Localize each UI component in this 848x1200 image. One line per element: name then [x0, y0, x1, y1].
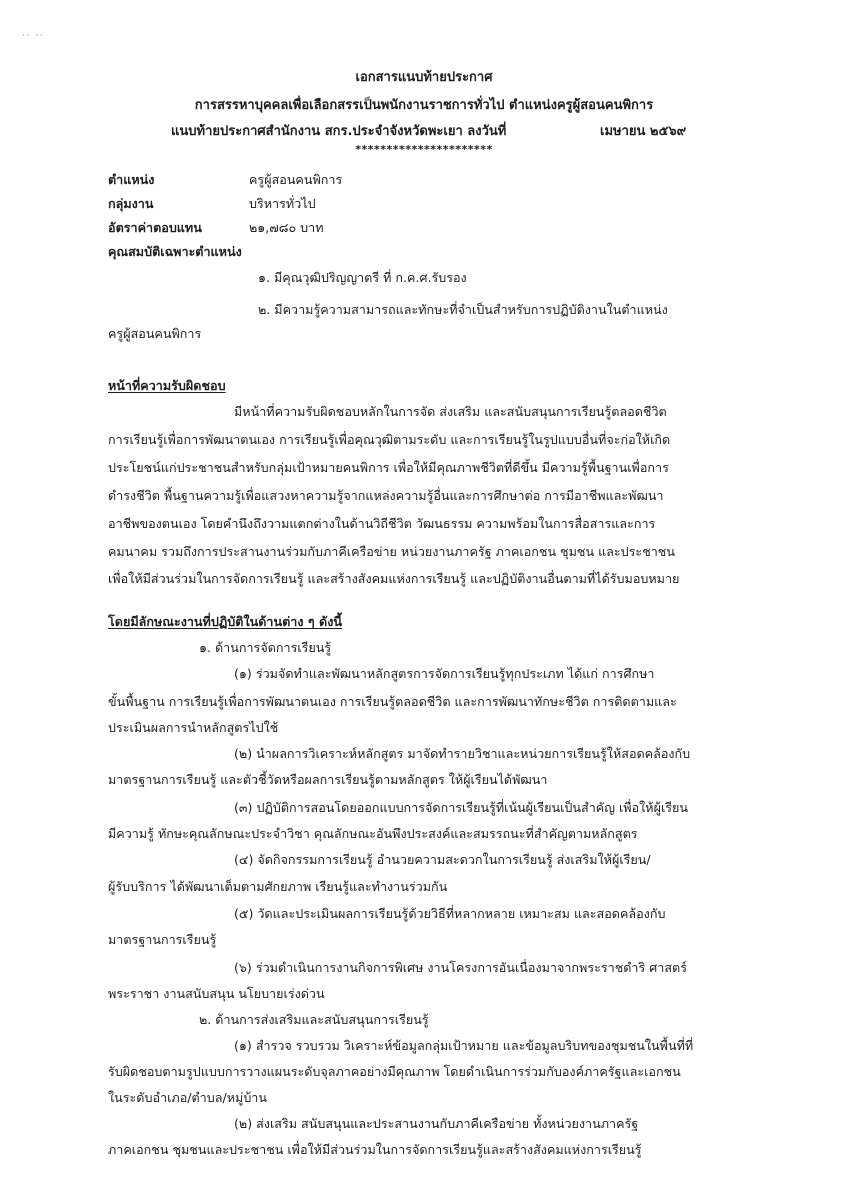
group-label: กลุ่มงาน [108, 196, 154, 211]
task-item-cont: ภาคเอกชน ชุมชนและประชาชน เพื่อให้มีส่วนร่วมในการจัดการเรียนรู้และสร้างสังคมแห่งการเรียนรู้ [108, 1142, 642, 1157]
duties-line: คมนาคม รวมถึงการประสานงานร่วมกับภาคีเครือข่าย หน่วยงานภาครัฐ ภาคเอกชน ชุมชน และประชาชน [108, 544, 675, 559]
header-announcement: แนบท้ายประกาศสำนักงาน สกร.ประจำจังหวัดพะเยา ลงวันที่ [171, 124, 507, 139]
task-item-cont: ขั้นพื้นฐาน การเรียนรู้เพื่อการพัฒนาตนเอง การเรียนรู้ตลอดชีวิต และการพัฒนาทักษะชีวิต การติดตามและ [108, 694, 677, 709]
position-label: ตำแหน่ง [108, 172, 155, 187]
duties-line: มีหน้าที่ความรับผิดชอบหลักในการจัด ส่งเสริม และสนับสนุนการเรียนรู้ตลอดชีวิต [234, 404, 667, 419]
task-item: (๒) นำผลการวิเคราะห์หลักสูตร มาจัดทำรายวิชาและหน่วยการเรียนรู้ให้สอดคล้องกับ [234, 746, 691, 761]
duties-heading: หน้าที่ความรับผิดชอบ [108, 378, 226, 393]
scan-corner-mark: ‘’ ’’ [22, 33, 45, 42]
task-item-cont: ในระดับอำเภอ/ตำบล/หมู่บ้าน [108, 1090, 267, 1105]
task-item-cont: มีความรู้ ทักษะคุณลักษณะประจำวิชา คุณลักษณะอันพึงประสงค์และสมรรถนะที่สำคัญตามหลักสูตร [108, 826, 638, 841]
salary-value: ๒๑,๗๘๐ บาท [249, 220, 324, 235]
qualification-item-cont: ครูผู้สอนคนพิการ [108, 326, 202, 341]
qualification-heading: คุณสมบัติเฉพาะตำแหน่ง [108, 244, 242, 259]
salary-label: อัตราค่าตอบแทน [108, 220, 202, 235]
task-item: (๑) สำรวจ รวบรวม วิเคราะห์ข้อมูลกลุ่มเป้าหมาย และข้อมูลบริบทของชุมชนในพื้นที่ที่ [234, 1038, 694, 1053]
task-item: (๑) ร่วมจัดทำและพัฒนาหลักสูตรการจัดการเรียนรู้ทุกประเภท ได้แก่ การศึกษา [234, 666, 655, 681]
task-item-cont: ประเมินผลการนำหลักสูตรไปใช้ [108, 720, 279, 735]
task-item-cont: รับผิดชอบตามรูปแบบการวางแผนระดับจุลภาคอย่างมีคุณภาพ โดยดำเนินการร่วมกับองค์ภาครัฐและเอกชน [108, 1064, 681, 1079]
duties-line: เพื่อให้มีส่วนร่วมในการจัดการเรียนรู้ และสร้างสังคมแห่งการเรียนรู้ และปฏิบัติงานอื่นตามที่ได้รับมอบหมาย [108, 571, 680, 586]
task-item: (๒) ส่งเสริม สนับสนุนและประสานงานกับภาคีเครือข่าย ทั้งหน่วยงานภาครัฐ [234, 1116, 639, 1131]
tasks-heading: โดยมีลักษณะงานที่ปฏิบัติในด้านต่าง ๆ ดังนี้ [108, 614, 342, 629]
duties-line: การเรียนรู้เพื่อการพัฒนาตนเอง การเรียนรู้เพื่อคุณวุฒิตามระดับ และการเรียนรู้ในรูปแบบอื่นที่จะก่อให้เกิด [108, 432, 671, 447]
task-area-title: ๒. ด้านการส่งเสริมและสนับสนุนการเรียนรู้ [199, 1012, 429, 1027]
qualification-item: ๑. มีคุณวุฒิปริญญาตรี ที่ ก.ค.ศ.รับรอง [258, 270, 467, 285]
duties-line: ประโยชน์แก่ประชาชนสำหรับกลุ่มเป้าหมายคนพิการ เพื่อให้มีคุณภาพชีวิตที่ดีขึ้น มีความรู้พื้นฐานเพื่อการ [108, 460, 669, 475]
task-item: (๖) ร่วมดำเนินการงานกิจการพิเศษ งานโครงการอันเนื่องมาจากพระราชดำริ ศาสตร์ [234, 960, 687, 975]
task-item-cont: มาตรฐานการเรียนรู้ [108, 932, 217, 947]
task-area-title: ๑. ด้านการจัดการเรียนรู้ [199, 640, 332, 655]
task-item: (๔) จัดกิจกรรมการเรียนรู้ อำนวยความสะดวกในการเรียนรู้ ส่งเสริมให้ผู้เรียน/ [234, 852, 651, 867]
task-item: (๕) วัดและประเมินผลการเรียนรู้ด้วยวิธีที่หลากหลาย เหมาะสม และสอดคล้องกับ [234, 906, 666, 921]
duties-line: ดำรงชีวิต พื้นฐานความรู้เพื่อแสวงหาความรู้จากแหล่งความรู้อื่นและการศึกษาต่อ การมีอาชีพและพัฒนา [108, 488, 664, 503]
qualification-item: ๒. มีความรู้ความสามารถและทักษะที่จำเป็นสำหรับการปฏิบัติงานในตำแหน่ง [258, 302, 668, 317]
header-date: เมษายน ๒๕๖๙ [600, 124, 687, 139]
task-item-cont: พระราชา งานสนับสนุน นโยบายเร่งด่วน [108, 986, 325, 1001]
duties-line: อาชีพของตนเอง โดยคำนึงถึงวามแตกต่างในด้านวิถีชีวิต วัฒนธรรม ความพร้อมในการสื่อสารและการ [108, 516, 656, 531]
task-item-cont: มาตรฐานการเรียนรู้ และตัวชี้วัดหรือผลการเรียนรู้ตามหลักสูตร ให้ผู้เรียนได้พัฒนา [108, 772, 548, 787]
group-value: บริหารทั่วไป [249, 196, 316, 211]
header-subtitle: การสรรหาบุคคลเพื่อเลือกสรรเป็นพนักงานราชการทั่วไป ตำแหน่งครูผู้สอนคนพิการ [194, 98, 654, 113]
position-value: ครูผู้สอนคนพิการ [249, 172, 343, 187]
task-item: (๓) ปฏิบัติการสอนโดยออกแบบการจัดการเรียนรู้ที่เน้นผู้เรียนเป็นสำคัญ เพื่อให้ผู้เรียน [234, 800, 689, 815]
task-item-cont: ผู้รับบริการ ได้พัฒนาเต็มตามศักยภาพ เรียนรู้และทำงานร่วมกัน [108, 879, 448, 894]
header-title: เอกสารแนบท้ายประกาศ [355, 70, 493, 85]
header-divider: ********************** [355, 143, 493, 156]
